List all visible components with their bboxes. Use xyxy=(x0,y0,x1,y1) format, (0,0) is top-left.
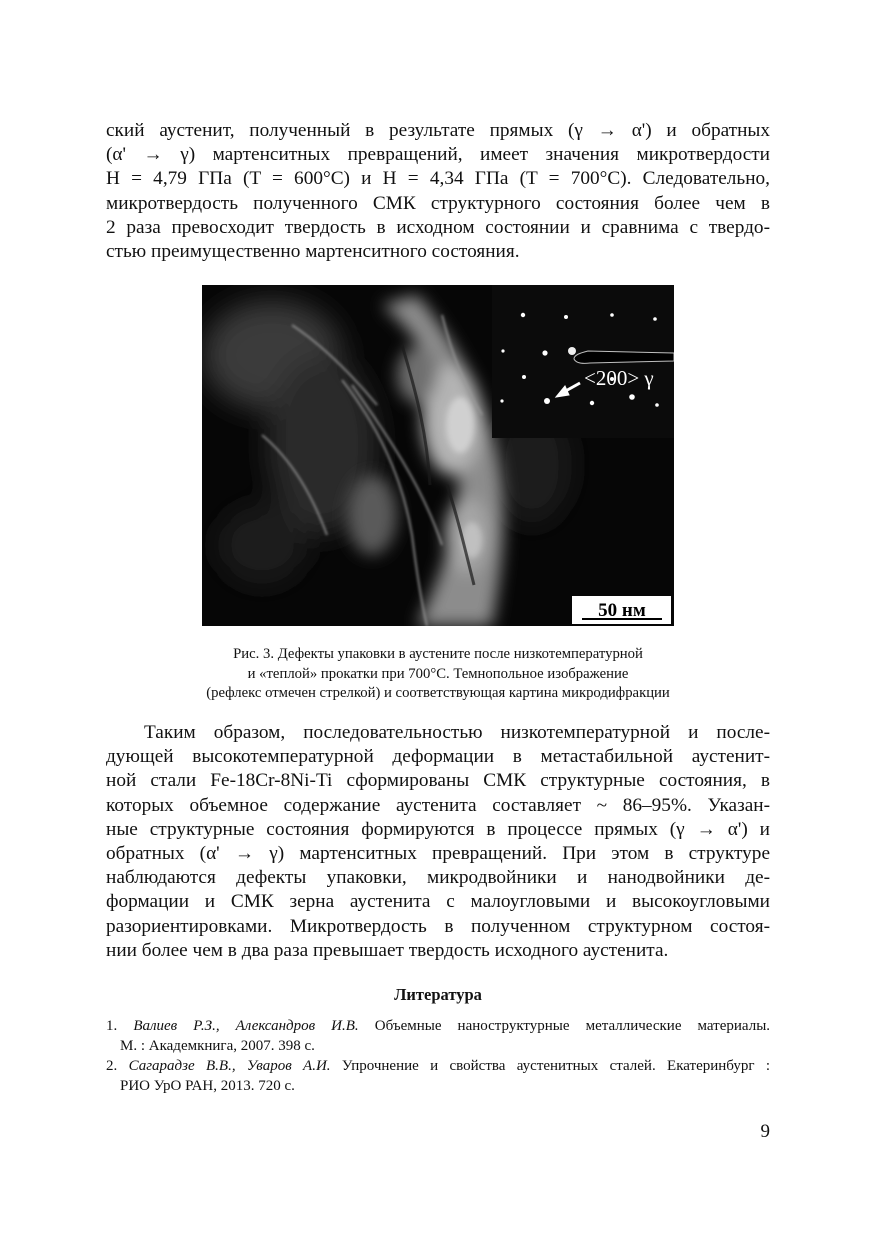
reference-publisher: РИО УрО РАН, 2013. 720 с. xyxy=(120,1077,295,1094)
text-line: (α' → γ) мартенситных превращений, имеет значения микротвердости xyxy=(106,144,770,166)
text-line: формации и СМК зерна аустенита с малоугловыми и высокоугловыми xyxy=(106,891,770,913)
paragraph-intro xyxy=(106,119,770,264)
text-line: ский аустенит, полученный в результате прямых (γ → α') и обратных xyxy=(106,120,770,141)
micrograph-image xyxy=(202,285,674,626)
scale-bar xyxy=(572,596,671,624)
text-line: ной стали Fe-18Cr-8Ni-Ti сформированы СМК структурные состояния, в xyxy=(106,770,770,792)
reference-title: Объемные наноструктурные металлические материалы. xyxy=(374,1018,771,1034)
text-line: нии более чем в два раза превышает твердость исходного аустенита. xyxy=(106,939,669,961)
text-line: H = 4,79 ГПа (T = 600°C) и H = 4,34 ГПа (T = 700°C). Следовательно, xyxy=(106,168,770,190)
figure-caption xyxy=(106,645,770,704)
literature-heading: Литература xyxy=(394,985,482,1004)
reference-title: Упрочнение и свойства аустенитных сталей. Екатеринбург : xyxy=(341,1058,771,1074)
caption-line: Рис. 3. Дефекты упаковки в аустените после низкотемпературной xyxy=(233,646,643,662)
text-line: которых объемное содержание аустенита составляет ~ 86–95%. Указан- xyxy=(106,794,770,816)
caption-line: и «теплой» прокатки при 700°C. Темнопольное изображение xyxy=(247,665,629,682)
reference-item xyxy=(106,1057,770,1096)
diffraction-inset xyxy=(492,285,674,438)
text-line: микротвердость полученного СМК структурного состояния более чем в xyxy=(106,192,770,214)
reference-publisher: М. : Академкнига, 2007. 398 с. xyxy=(120,1037,315,1054)
reference-authors: Валиев Р.З., Александров И.В. xyxy=(133,1018,359,1034)
text-line: обратных (α' → γ) мартенситных превращений. При этом в структуре xyxy=(106,843,770,865)
caption-line: (рефлекс отмечен стрелкой) и соответствующая картина микродифракции xyxy=(206,685,670,701)
page-number: 9 xyxy=(760,1121,770,1142)
text-line: 2 раза превосходит твердость в исходном состоянии и сравнима с твердо- xyxy=(106,216,770,238)
tem-micrograph xyxy=(202,285,674,626)
text-line: ные структурные состояния формируются в процессе прямых (γ → α') и xyxy=(106,818,770,840)
paragraph-conclusion xyxy=(106,721,770,963)
reference-item xyxy=(106,1017,770,1056)
reference-number: 2. xyxy=(106,1058,118,1074)
text-line: стью преимущественно мартенситного состояния. xyxy=(106,241,520,263)
text-line: Таким образом, последовательностью низкотемпературной и после- xyxy=(144,722,770,743)
text-line: дующей высокотемпературной деформации в метастабильной аустенит- xyxy=(106,746,770,768)
reference-number: 1. xyxy=(106,1018,118,1034)
reference-authors: Сагарадзе В.В., Уваров А.И. xyxy=(128,1058,331,1074)
text-line: разориентировками. Микротвердость в полученном структурном состоя- xyxy=(106,915,770,937)
scale-bar-label: 50 нм xyxy=(598,600,646,621)
text-line: наблюдаются дефекты упаковки, микродвойники и нанодвойники де- xyxy=(106,867,770,889)
reflection-label: <200> γ xyxy=(584,366,654,390)
